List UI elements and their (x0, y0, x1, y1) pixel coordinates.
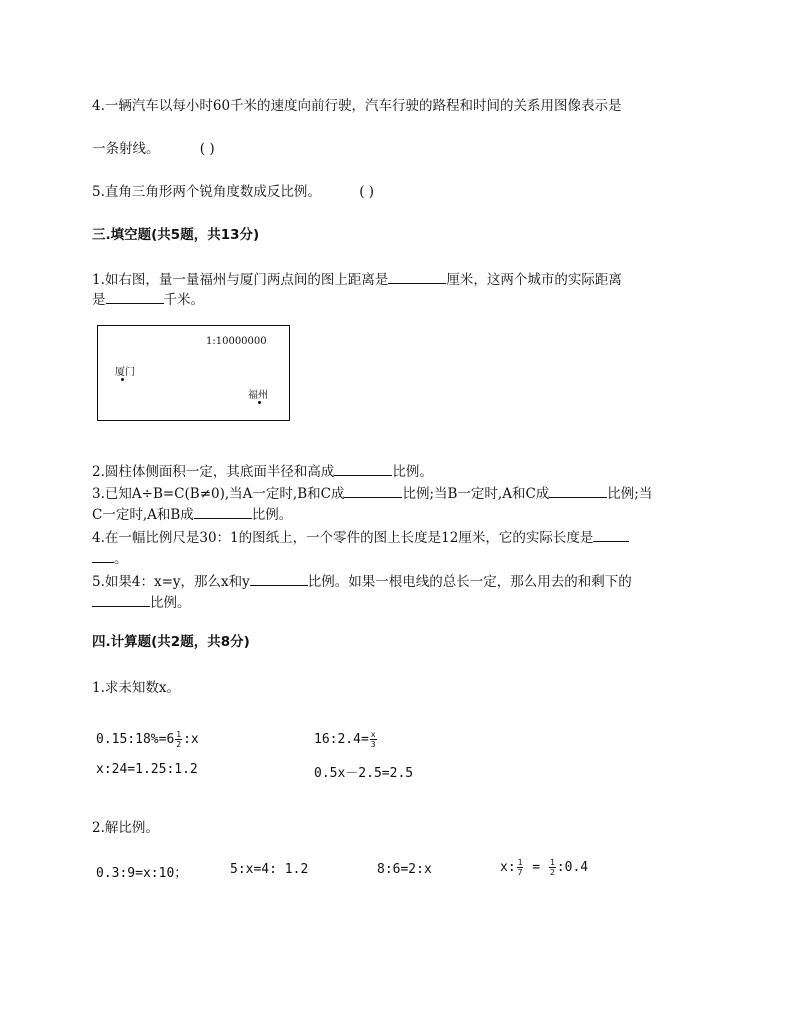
fill-q4-blank-b[interactable] (92, 561, 114, 563)
equation-2-fraction (370, 730, 377, 749)
equation-8-fraction-1 (517, 858, 524, 877)
equation-2 (314, 730, 378, 749)
fill-q1-line1 (92, 268, 622, 288)
equation-2-frac-den: 3 (370, 740, 376, 749)
equation-5: 0.3:9=x:10； (96, 866, 188, 881)
judge-q4-line1: 4.一辆汽车以每小时60千米的速度向前行驶，汽车行驶的路程和时间的关系用图像表示是 (92, 98, 622, 114)
section4-heading: 四.计算题(共2题，共8分) (92, 634, 250, 650)
equation-1-left: 0.15:18%=6 (96, 732, 175, 747)
fill-q3-line1 (92, 482, 652, 502)
fill-q1-text-a: 1.如右图，量一量福州与厦门两点间的图上距离是 (92, 272, 389, 288)
map-label-fuzhou: 福州 (248, 390, 268, 401)
fill-q5-blank-2[interactable] (92, 605, 150, 607)
fill-q5-text-b: 比例。如果一根电线的总长一定，那么用去的和剩下的 (307, 574, 632, 590)
equation-8-frac2-num: 1 (549, 858, 555, 867)
fill-q3-text-a: 3.已知A÷B=C(B≠0),当A一定时,B和C成 (92, 486, 345, 502)
fill-q4-text-b: 。 (114, 551, 128, 567)
fill-q3-text-c: 比例;当 (607, 486, 653, 502)
equation-8-mid: = (524, 860, 548, 875)
section3-heading: 三.填空题(共5题，共13分) (92, 227, 260, 243)
map-scale: 1:10000000 (206, 336, 267, 347)
fill-q2-text-a: 2.圆柱体侧面积一定，其底面半径和高成 (92, 464, 335, 480)
equation-1-frac-num: 1 (176, 730, 182, 739)
equation-4: 0.5x－2.5=2.5 (314, 766, 414, 781)
equation-8-fraction-2 (549, 858, 556, 877)
judge-q5-paren: ( ) (359, 184, 375, 200)
equation-8-right: :0.4 (556, 860, 589, 875)
map-figure (97, 325, 290, 421)
equation-8-frac2-den: 2 (549, 868, 555, 877)
fill-q2-blank[interactable] (334, 474, 392, 476)
fill-q5-line1 (92, 570, 632, 590)
equation-6: 5:x=4: 1.2 (230, 862, 309, 877)
equation-1-frac-den: 2 (176, 740, 182, 749)
fill-q3-blank-2[interactable] (549, 496, 607, 498)
fill-q1-line2 (92, 288, 204, 308)
fill-q1-text-d: 千米。 (163, 292, 204, 308)
map-point-fuzhou (258, 401, 261, 404)
fill-q3-text-d: C一定时,A和B成 (92, 507, 194, 523)
fill-q3-text-b: 比例;当B一定时,A和C成 (402, 486, 550, 502)
equation-1-fraction (175, 730, 182, 749)
equation-2-left: 16:2.4= (314, 732, 369, 747)
equation-3: x:24=1.25:1.2 (96, 762, 198, 777)
fill-q4-line2 (92, 547, 128, 567)
fill-q3-text-e: 比例。 (251, 507, 293, 523)
equation-1 (96, 730, 199, 749)
fill-q3-blank-3[interactable] (194, 517, 252, 519)
fill-q3-line2 (92, 503, 292, 523)
map-label-xiamen: 厦门 (115, 367, 135, 378)
calc-q1-title: 1.求未知数x。 (92, 680, 180, 696)
equation-7: 8:6=2:x (377, 862, 432, 877)
equation-1-right: :x (183, 732, 199, 747)
fill-q4-blank-a[interactable] (593, 540, 629, 542)
fill-q5-line2 (92, 591, 191, 611)
equation-8-left: x: (500, 860, 516, 875)
fill-q5-blank-1[interactable] (250, 584, 308, 586)
fill-q5-text-c: 比例。 (150, 595, 191, 611)
equation-8-frac1-den: 7 (517, 868, 523, 877)
fill-q1-text-b: 厘米，这两个城市的实际距离 (446, 272, 622, 288)
equation-8 (500, 858, 588, 877)
judge-q4-line2 (92, 137, 215, 157)
equation-8-frac1-num: 1 (517, 858, 523, 867)
judge-q4-paren: ( ) (199, 141, 215, 157)
fill-q4-line1 (92, 526, 629, 546)
fill-q5-text-a: 5.如果4：x=y，那么x和y (92, 574, 250, 590)
fill-q2-line (92, 460, 433, 480)
judge-q5-text: 5.直角三角形两个锐角度数成反比例。 (92, 184, 321, 200)
calc-q2-title: 2.解比例。 (92, 820, 159, 836)
judge-q4-text: 一条射线。 (92, 141, 160, 157)
fill-q1-blank-2[interactable] (106, 302, 164, 304)
map-point-xiamen (121, 378, 124, 381)
fill-q2-text-b: 比例。 (392, 464, 433, 480)
fill-q1-text-c: 是 (92, 292, 106, 308)
fill-q4-text-a: 4.在一幅比例尺是30：1的图纸上，一个零件的图上长度是12厘米，它的实际长度是 (92, 530, 594, 546)
equation-2-frac-num: x (370, 730, 376, 739)
judge-q5-line (92, 180, 374, 200)
fill-q3-blank-1[interactable] (344, 496, 402, 498)
fill-q1-blank-1[interactable] (388, 282, 446, 284)
